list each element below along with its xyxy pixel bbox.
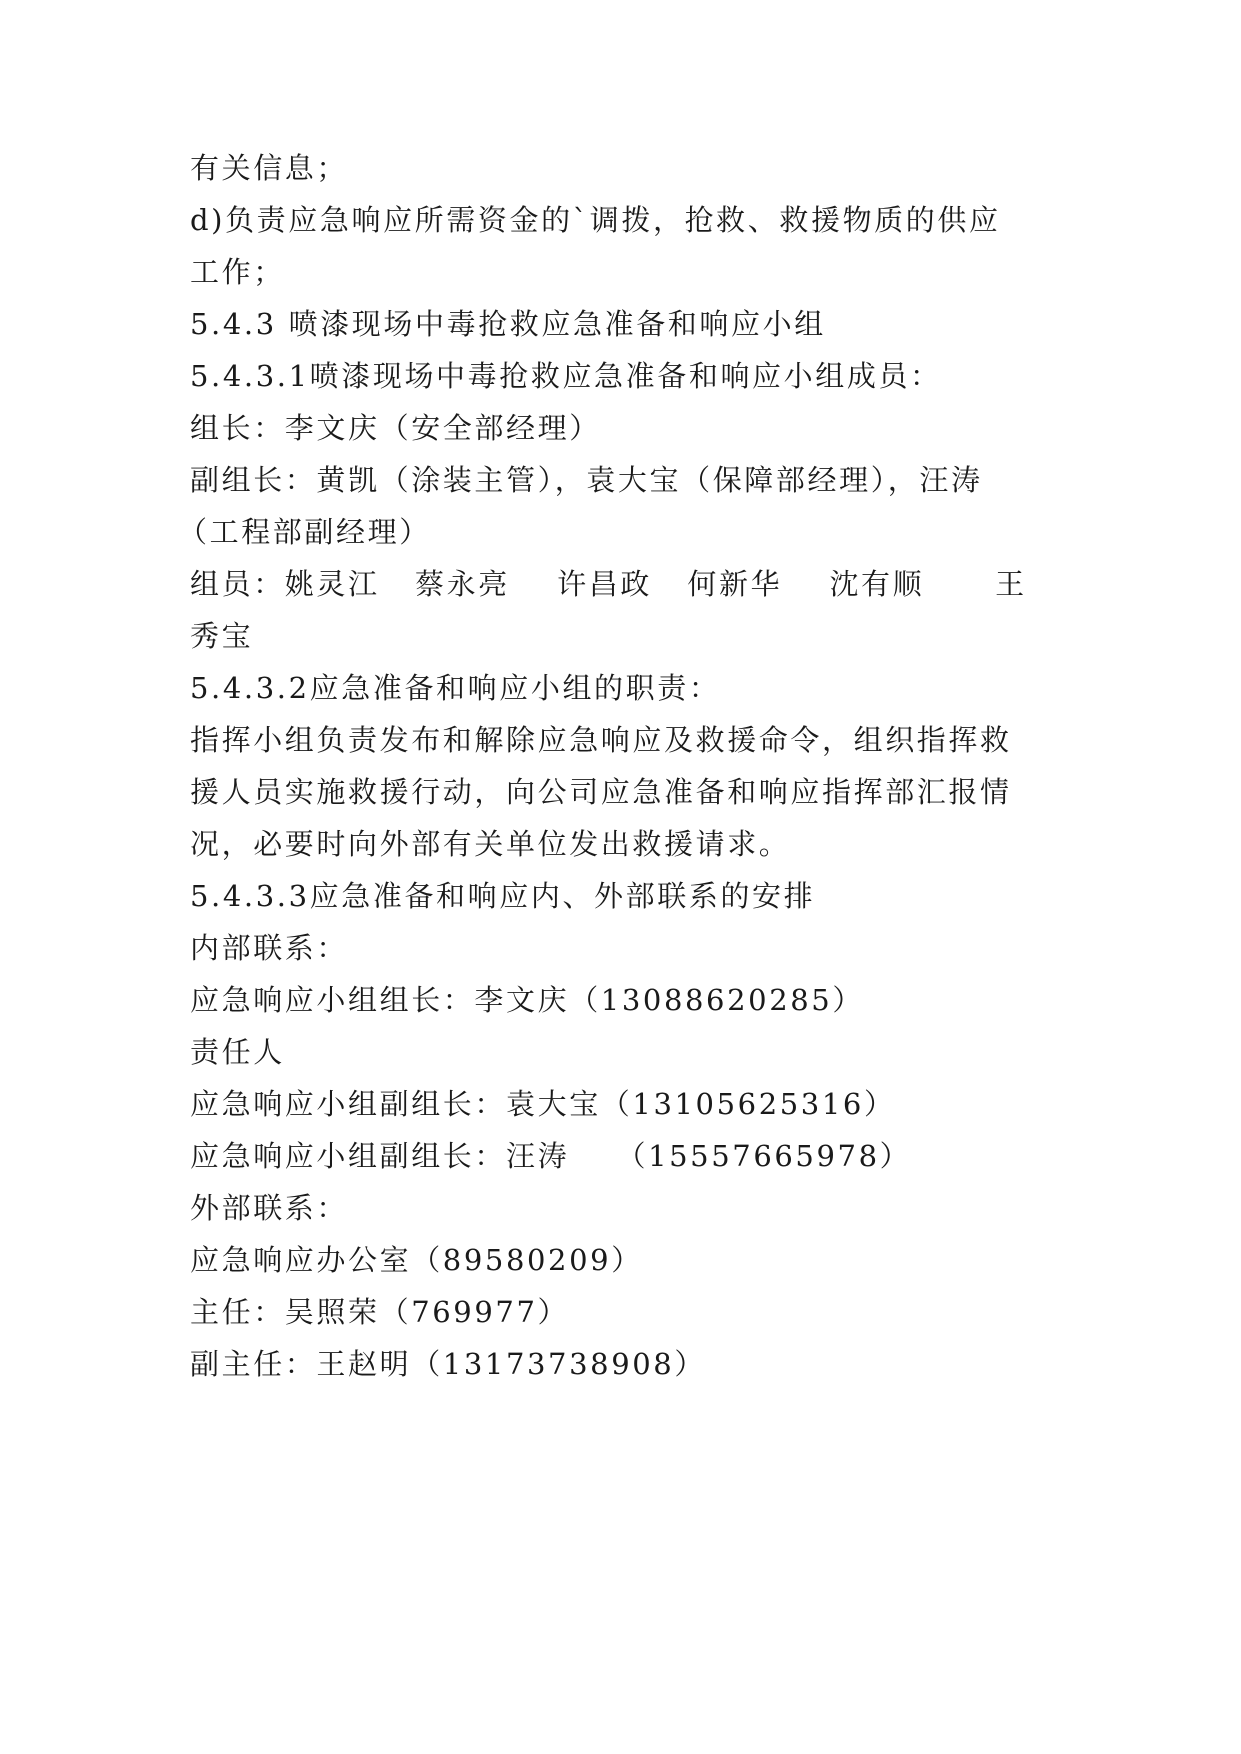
section-heading: 5.4.3 喷漆现场中毒抢救应急准备和响应小组 <box>190 307 826 341</box>
text-line: （工程部副经理） <box>178 515 431 549</box>
section-heading: 5.4.3.2应急准备和响应小组的职责： <box>190 671 721 705</box>
contact-line: 应急响应小组组长：李文庆（13088620285） <box>190 983 864 1017</box>
text-line: 况，必要时向外部有关单位发出救援请求。 <box>190 827 791 861</box>
text-line: 援人员实施救援行动，向公司应急准备和响应指挥部汇报情 <box>190 775 1012 809</box>
section-heading: 5.4.3.3应急准备和响应内、外部联系的安排 <box>190 879 816 913</box>
text-line: 指挥小组负责发布和解除应急响应及救援命令，组织指挥救 <box>190 723 1012 757</box>
contact-line: 应急响应小组副组长：汪涛 （15557665978） <box>190 1139 912 1173</box>
text-line: 组长：李文庆（安全部经理） <box>190 411 601 445</box>
text-line: 内部联系： <box>190 931 349 965</box>
contact-line: 应急响应办公室（89580209） <box>190 1243 643 1277</box>
text-line: 工作； <box>190 255 285 289</box>
text-line: 秀宝 <box>190 619 254 653</box>
section-heading: 5.4.3.1喷漆现场中毒抢救应急准备和响应小组成员： <box>190 359 942 393</box>
text-line: 责任人 <box>190 1035 285 1069</box>
text-line: 副组长：黄凯（涂装主管），袁大宝（保障部经理），汪涛 <box>190 463 983 497</box>
text-line: d)负责应急响应所需资金的`调拨，抢救、救援物质的供应 <box>190 203 1001 237</box>
text-line: 组员：姚灵江 蔡永亮 许昌政 何新华 沈有顺 王 <box>190 567 1027 601</box>
contact-line: 主任：吴照荣（769977） <box>190 1295 570 1329</box>
contact-line: 应急响应小组副组长：袁大宝（13105625316） <box>190 1087 896 1121</box>
text-line: 外部联系： <box>190 1191 349 1225</box>
contact-line: 副主任：王赵明（13173738908） <box>190 1347 706 1381</box>
text-line: 有关信息； <box>190 151 349 185</box>
